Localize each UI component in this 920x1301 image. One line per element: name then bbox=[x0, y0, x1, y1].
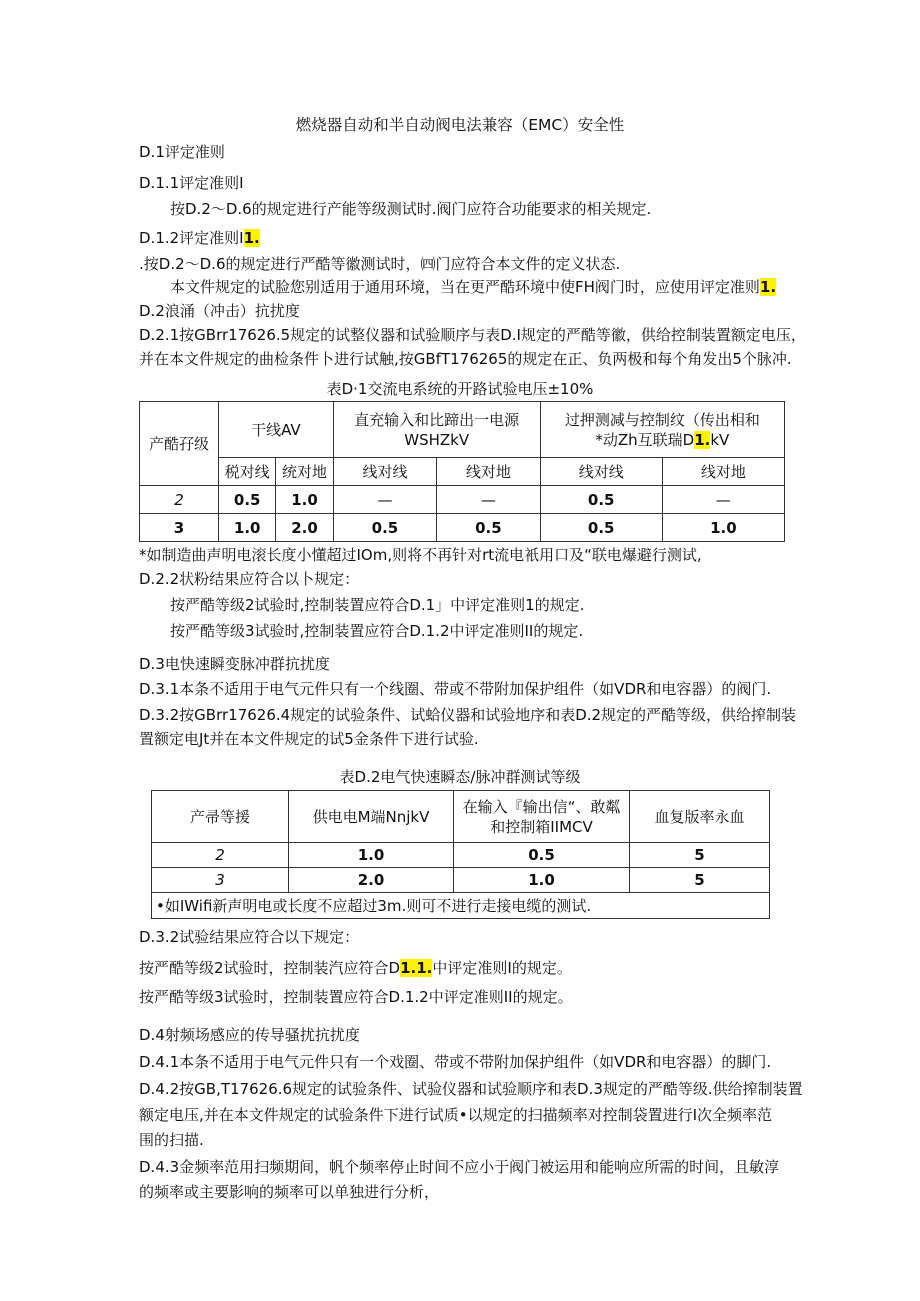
table-cell: 1.0 bbox=[662, 514, 784, 542]
table-cell: 3 bbox=[152, 868, 289, 893]
table2-header-level: 产帚等援 bbox=[152, 791, 289, 843]
table-cell: 0.5 bbox=[333, 514, 436, 542]
table-d2 bbox=[151, 790, 770, 919]
table-cell: 0.5 bbox=[540, 486, 662, 514]
table1-header-group1: 干线AV bbox=[219, 402, 334, 458]
header-line: WSHZkV bbox=[404, 430, 470, 449]
table-cell: 1.0 bbox=[454, 868, 630, 893]
table-row bbox=[152, 868, 770, 893]
highlight-mark: 1.1. bbox=[400, 959, 433, 977]
table-cell: 2 bbox=[140, 486, 219, 514]
paragraph-d31: D.3.1本条不适用于电气元件只有一个线圈、带或不带附加保护组件（如VDR和电容器）的阀门. bbox=[139, 680, 772, 698]
header-text: *动Zh互联瑞D bbox=[595, 430, 695, 449]
table2-footnote: •如IWifi新声明电或长度不应超过3m.则可不进行走接电缆的测试. bbox=[152, 893, 770, 919]
table-cell: 0.5 bbox=[540, 514, 662, 542]
table1-subheader: 税对线 bbox=[219, 458, 276, 486]
paragraph-d32-line2: 置额定电Jt并在本文件规定的试5金条件下进行试验. bbox=[139, 730, 479, 748]
highlight-mark: 1. bbox=[759, 278, 777, 296]
paragraph-d42-line3: 围的扫描. bbox=[139, 1131, 204, 1149]
highlight-mark: 1. bbox=[694, 430, 711, 449]
header-line: 过押测减与控制纹（传出相和 bbox=[564, 410, 760, 429]
highlight-mark: 1. bbox=[243, 229, 260, 247]
section-heading-d3: D.3电快速瞬变脉冲群抗扰度 bbox=[139, 655, 330, 673]
table1-footnote: *如制造曲声明电滚长度小懂超过IOm,则将不再针对rt流电衹用口及“联电爆避行测试, bbox=[139, 546, 702, 564]
table-row bbox=[140, 486, 785, 514]
page-title: 燃烧器自动和半自动阀电法兼容（EMC）安全性 bbox=[295, 116, 625, 134]
paragraph-d32-line1: D.3.2按GBrr17626.4规定的试验条件、试蛤仪器和试验地序和表D.2规定的严酷等级，供给搾制装 bbox=[139, 706, 797, 724]
section-heading-d1: D.1评定准则 bbox=[139, 143, 225, 161]
table-row bbox=[140, 514, 785, 542]
table-cell: 0.5 bbox=[219, 486, 276, 514]
table2-header-col1: 供电电M端NnjkV bbox=[289, 791, 454, 843]
paragraph-d32b-a bbox=[139, 957, 572, 979]
table1-subheader: 统对地 bbox=[276, 458, 333, 486]
paragraph-d42-line1: D.4.2按GB,T17626.6规定的试验条件、试验仪器和试验顺序和表D.3规定的严酷等级.供给搾制装置 bbox=[139, 1080, 803, 1098]
paragraph-text: 本文件规定的试脸您别适用于通用环境，当在更严酷环境中使FH阀门时，应使用评定准则 bbox=[170, 278, 760, 296]
table-cell: 1.0 bbox=[289, 843, 454, 868]
paragraph-d22-a: 按严酷等级2试验时,控制装置应符合D.1」中评定准则1的规定. bbox=[170, 596, 585, 614]
table-cell: 1.0 bbox=[276, 486, 333, 514]
table1-header-level: 产酷孖级 bbox=[140, 402, 219, 486]
table1-subheader: 线对线 bbox=[540, 458, 662, 486]
table-cell: 3 bbox=[140, 514, 219, 542]
paragraph-d11: 按D.2～D.6的规定进行产能等级测试时.阀门应符合功能要求的相关规定. bbox=[170, 200, 652, 218]
section-heading-d12 bbox=[139, 227, 260, 249]
table-cell: 5 bbox=[630, 843, 770, 868]
table-cell: 1.0 bbox=[219, 514, 276, 542]
paragraph-d21-line2: 并在本文件规定的曲检条件卜进行试触,按GBfT176265的规定在正、负两极和每个角发出5个脉冲. bbox=[139, 350, 792, 368]
table-cell: 2.0 bbox=[289, 868, 454, 893]
paragraph-d12: .按D.2～D.6的规定进行严酷等徽测试时，㈣门应符合本文件的定义状态. bbox=[139, 255, 621, 273]
paragraph-d22-b: 按严酷等级3试验时,控制装置应符合D.1.2中评定准则II的规定. bbox=[170, 622, 584, 640]
table-cell: 2.0 bbox=[276, 514, 333, 542]
table2-caption: 表D.2电气快速瞬态/脉冲群测试等级 bbox=[339, 768, 581, 786]
paragraph-d43-line1: D.4.3金频率范用扫频期间，帆个频率停止时间不应小于阀门被运用和能响应所需的时间，且敏淳 bbox=[139, 1158, 780, 1176]
table-cell: 2 bbox=[152, 843, 289, 868]
paragraph-text: 按严酷等级2试验时，控制装汽应符合D bbox=[139, 959, 401, 977]
table-cell: 5 bbox=[630, 868, 770, 893]
section-heading-d32b: D.3.2试验结果应符合以下规定： bbox=[139, 928, 360, 946]
table1-header-group2 bbox=[333, 402, 540, 458]
section-heading-d22: D.2.2状粉结果应符合以卜规定： bbox=[139, 570, 360, 588]
table1-subheader: 线对地 bbox=[437, 458, 540, 486]
paragraph-d32b-b: 按严酷等级3试验时，控制装置应符合D.1.2中评定准则II的规定。 bbox=[139, 988, 573, 1006]
section-heading-d2: D.2浪涌（冲击）抗扰度 bbox=[139, 302, 300, 320]
table1-subheader: 线对线 bbox=[333, 458, 436, 486]
table1-caption: 表D·1交流电系统的开路试验电压±10% bbox=[326, 380, 594, 398]
heading-text: D.1.2评定准则I bbox=[139, 229, 244, 247]
table-d1 bbox=[139, 401, 785, 542]
header-text: kV bbox=[710, 430, 730, 449]
paragraph-d41: D.4.1本条不适用于电气元件只有一个戏圈、带或不带附加保护组件（如VDR和电容器）的脚门. bbox=[139, 1053, 772, 1071]
table1-subheader: 线对地 bbox=[662, 458, 784, 486]
header-line: 和控制箱IIMCV bbox=[490, 817, 593, 836]
header-line: 在输入『输出信“、敢粼 bbox=[462, 797, 621, 816]
paragraph-text: 中评定准则I的规定。 bbox=[432, 959, 572, 977]
table-cell: — bbox=[437, 486, 540, 514]
header-line: 直充输入和比蹄出一电源 bbox=[354, 410, 520, 429]
table-cell: — bbox=[333, 486, 436, 514]
table-row bbox=[152, 843, 770, 868]
section-heading-d11: D.1.1评定准则I bbox=[139, 174, 244, 192]
paragraph-d43-line2: 的频率或主要影响的频率可以单独进行分析， bbox=[139, 1183, 440, 1201]
paragraph-d12-b bbox=[170, 276, 776, 298]
table-cell: 0.5 bbox=[437, 514, 540, 542]
section-heading-d4: D.4射频场感应的传导骚扰抗扰度 bbox=[139, 1026, 360, 1044]
table-cell: 0.5 bbox=[454, 843, 630, 868]
table2-header-col3: 血复版率永血 bbox=[630, 791, 770, 843]
table1-header-group3 bbox=[540, 402, 784, 458]
paragraph-d21-line1: D.2.1按GBrr17626.5规定的试整仪器和试验顺序与表D.I规定的严酷等徽，供给控制装置额定电压， bbox=[139, 326, 806, 344]
table2-header-col2 bbox=[454, 791, 630, 843]
paragraph-d42-line2: 额定电压,并在本文件规定的试验条件下进行试质•以规定的扫描频率对控制袋置进行I次全频率范 bbox=[139, 1106, 773, 1124]
header-line bbox=[541, 430, 784, 450]
table-cell: — bbox=[662, 486, 784, 514]
